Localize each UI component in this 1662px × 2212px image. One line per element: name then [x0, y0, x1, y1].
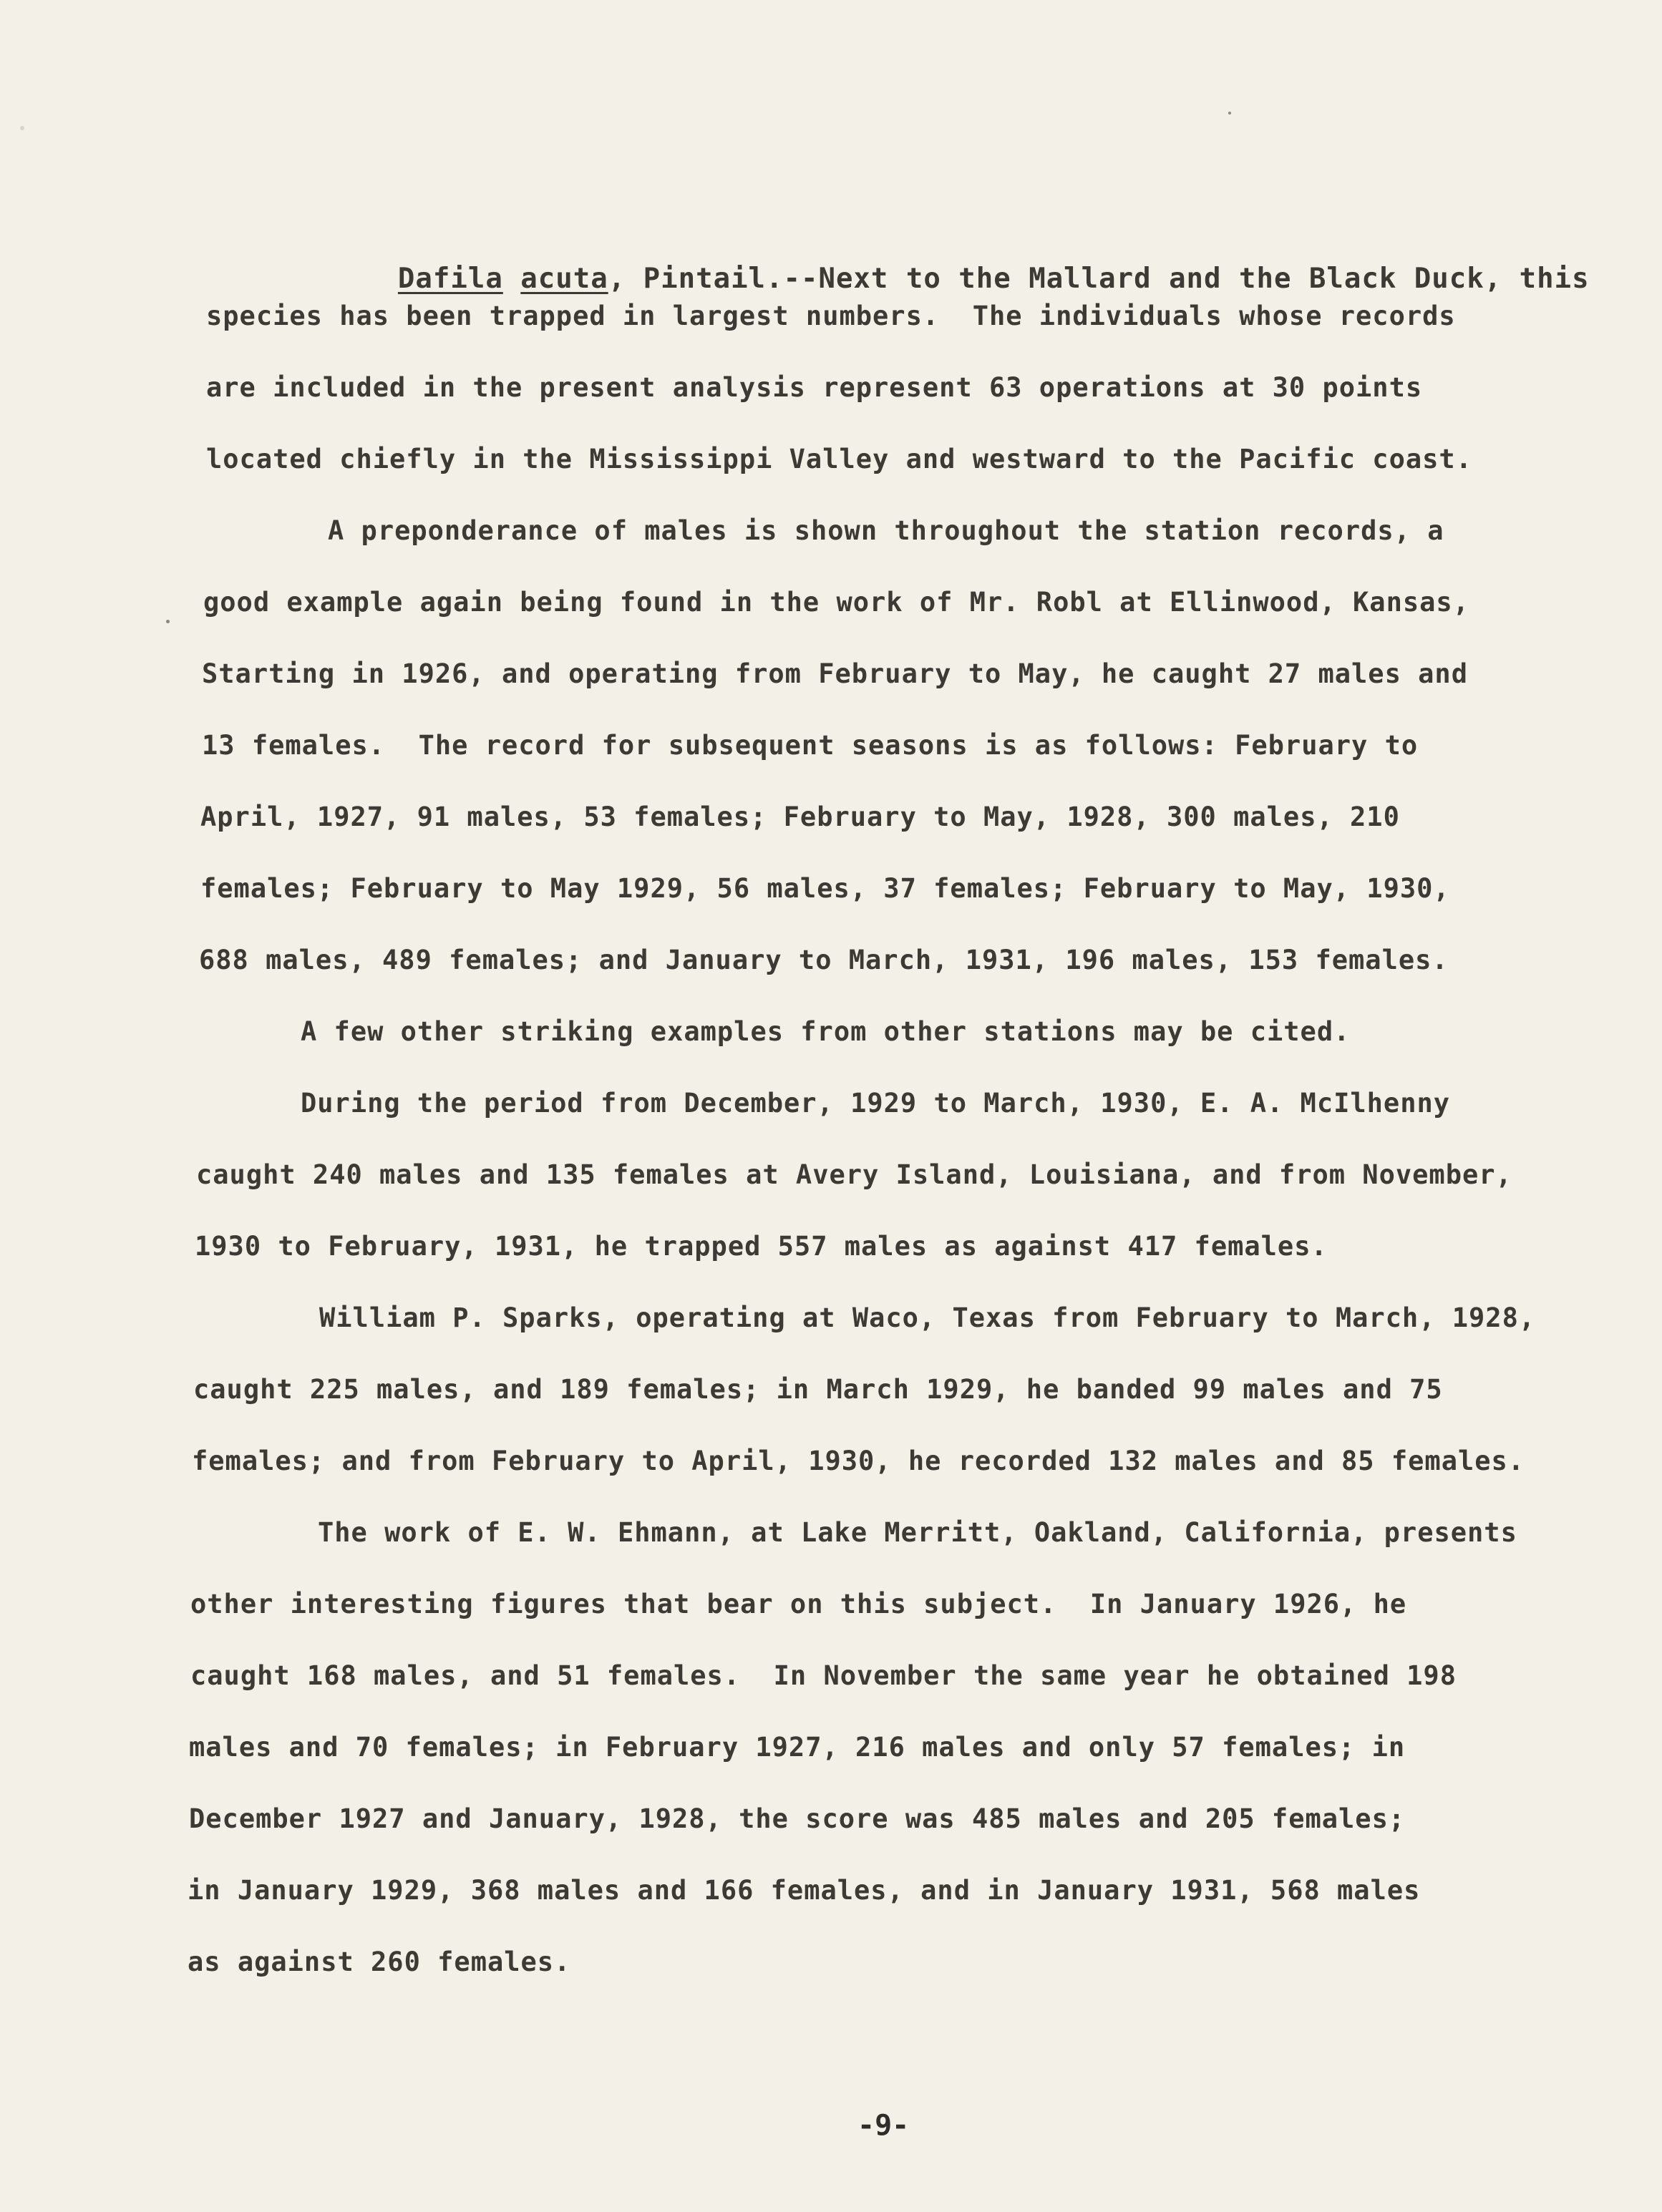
text-line: Starting in 1926, and operating from February to May, he caught 27 males and [202, 658, 1468, 689]
species-name: acuta [520, 263, 608, 295]
text-line: 688 males, 489 females; and January to March, 1931, 196 males, 153 females. [199, 945, 1449, 975]
page-number: -9- [857, 2109, 910, 2142]
text-line: A preponderance of males is shown throughout the station records, a [328, 515, 1444, 546]
genus-name: Dafila [397, 263, 503, 295]
text-line: caught 225 males, and 189 females; in March 1929, he banded 99 males and 75 [193, 1374, 1443, 1405]
text-line: During the period from December, 1929 to March, 1930, E. A. McIlhenny [301, 1088, 1451, 1119]
text-line: William P. Sparks, operating at Waco, Texas from February to March, 1928, [319, 1302, 1536, 1333]
text-line: December 1927 and January, 1928, the score was 485 males and 205 females; [189, 1803, 1406, 1834]
text-line: caught 240 males and 135 females at Avery Island, Louisiana, and from November, [196, 1159, 1512, 1190]
text-line: caught 168 males, and 51 females. In November the same year he obtained 198 [190, 1660, 1457, 1691]
paper-speck [1228, 112, 1231, 115]
line-rest: , Pintail.--Next to the Mallard and the Black Duck, this [608, 263, 1590, 295]
text-line: other interesting figures that bear on this subject. In January 1926, he [190, 1589, 1407, 1619]
text-line: males and 70 females; in February 1927, 216 males and only 57 females; in [189, 1732, 1406, 1763]
text-line: as against 260 females. [188, 1947, 571, 1977]
text-line: species has been trapped in largest numbers. The individuals whose records [206, 301, 1456, 331]
text-line: are included in the present analysis represent 63 operations at 30 points [206, 372, 1423, 403]
text-line: 1930 to February, 1931, he trapped 557 males as against 417 females. [195, 1231, 1328, 1262]
text-line: good example again being found in the work of Mr. Robl at Ellinwood, Kansas, [203, 587, 1469, 618]
text-line: A few other striking examples from other stations may be cited. [301, 1016, 1351, 1047]
text-line: located chiefly in the Mississippi Valley and westward to the Pacific coast. [206, 444, 1472, 474]
text-line: April, 1927, 91 males, 53 females; February to May, 1928, 300 males, 210 [200, 802, 1400, 832]
text-line: females; and from February to April, 1930, he recorded 132 males and 85 females. [192, 1446, 1525, 1476]
text-line: in January 1929, 368 males and 166 females, and in January 1931, 568 males [188, 1875, 1421, 1906]
text-line: 13 females. The record for subsequent seasons is as follows: February to [202, 730, 1419, 761]
paper-speck [166, 620, 170, 623]
text-line: females; February to May 1929, 56 males, 37 females; February to May, 1930, [200, 873, 1450, 904]
text-line: The work of E. W. Ehmann, at Lake Merritt, Oakland, California, presents [318, 1517, 1517, 1548]
paper-speck [20, 126, 24, 130]
